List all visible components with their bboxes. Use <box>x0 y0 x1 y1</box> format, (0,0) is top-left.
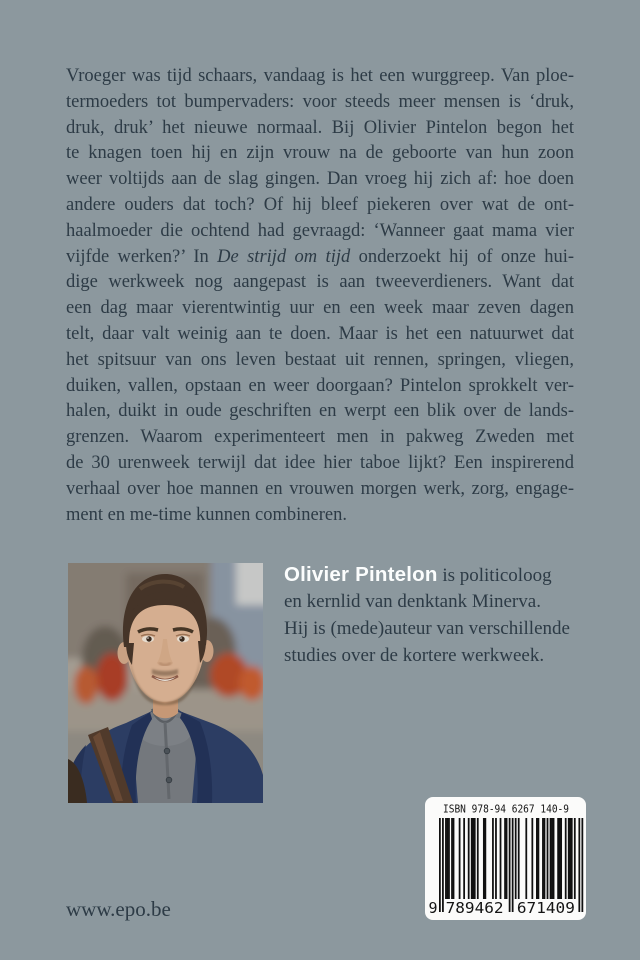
author-bio <box>284 561 596 669</box>
text-segment: termoeders tot bumpervaders: voor steeds meer mensen is ‘druk, <box>66 91 574 112</box>
text-segment: telt, daar valt weinig aan te doen. Maar is het een natuurwet dat <box>66 323 574 344</box>
blurb-line <box>66 193 574 219</box>
text-segment: Hij is (mede)auteur van verschillende <box>284 618 570 639</box>
barcode-digits-right: 671409 <box>516 899 575 917</box>
barcode-bar <box>484 818 486 899</box>
barcode-bar <box>439 818 441 912</box>
barcode-bar <box>565 818 567 899</box>
barcode-bar <box>453 818 455 899</box>
text-segment: Vroeger was tijd schaars, vandaag is het een wurggreep. Van ploe- <box>66 66 574 86</box>
barcode-digit-lead: 9 <box>428 899 438 917</box>
blurb-line <box>66 425 574 451</box>
barcode-bar <box>578 818 580 912</box>
barcode-bar <box>518 818 520 899</box>
text-segment: en kernlid van denktank Minerva. <box>284 591 541 612</box>
text-segment: duiken, vallen, opstaan en weer doorgaan? Pintelon sprokkelt ver- <box>66 375 574 396</box>
text-segment: vijfde werken?’ In <box>66 246 218 267</box>
barcode-bar <box>538 818 540 899</box>
barcode-bar <box>447 818 449 899</box>
text-segment: een dag maar vierentwintig uur en een week maar zeven dagen <box>66 298 574 319</box>
blurb-line <box>66 451 574 477</box>
barcode-bar <box>547 818 549 899</box>
text-segment: haalmoeder die ochtend had gevraagd: ‘Wanneer gaat mama vier <box>66 220 574 241</box>
barcode-bar <box>569 818 571 899</box>
blurb <box>66 64 574 528</box>
text-segment: weer voltijds aan de slag gingen. Dan vroeg hij zich af: hoe doen <box>66 169 574 190</box>
barcode-bar <box>525 818 527 899</box>
barcode-bar <box>506 818 508 899</box>
bio-line <box>284 561 596 588</box>
barcode-bar <box>544 818 546 899</box>
barcode-bar <box>512 818 514 912</box>
text-segment: verhaal over hoe mannen en vrouwen morgen werk, zorg, engage- <box>66 478 574 499</box>
barcode-bar <box>483 818 485 899</box>
barcode-bar <box>474 818 476 899</box>
barcode-bar <box>542 818 544 899</box>
barcode-bar <box>492 818 494 899</box>
barcode-bar <box>495 818 497 899</box>
barcode-bar <box>472 818 474 899</box>
barcode-bar <box>550 818 552 899</box>
book-title-italic: De strijd om tijd <box>217 246 351 267</box>
text-segment: grenzen. Waarom experimenteert men in pakweg Zweden met <box>66 427 574 448</box>
barcode-bar <box>568 818 570 899</box>
author-portrait-illustration <box>68 563 263 803</box>
blurb-line <box>66 141 574 167</box>
blurb-line <box>66 374 574 400</box>
barcode-bar <box>551 818 553 899</box>
text-segment: te knagen toen hij en zijn vrouw na de geboorte van hun zoon <box>66 143 574 164</box>
barcode-bar <box>531 818 533 899</box>
blurb-line <box>66 270 574 296</box>
blurb-line <box>66 503 574 529</box>
bio-line <box>284 615 596 642</box>
text-segment: de 30 urenweek terwijl dat idee hier taboe lijkt? Een inspirerend <box>66 452 574 473</box>
barcode-bar <box>463 818 465 899</box>
blurb-line <box>66 245 574 271</box>
blurb-line <box>66 219 574 245</box>
text-segment: studies over de kortere werkweek. <box>284 645 545 666</box>
blurb-line <box>66 64 574 90</box>
barcode-digits-left: 789462 <box>445 899 504 917</box>
text-segment: druk, druk’ het nieuwe normaal. Bij Olivier Pintelon begon het <box>66 117 574 138</box>
barcode-bar <box>571 818 573 899</box>
text-segment: het spitsuur van ons leven bestaat uit rennen, springen, vliegen, <box>66 349 574 370</box>
barcode-bar <box>500 818 502 899</box>
barcode-bar <box>504 818 506 899</box>
isbn-barcode <box>425 797 586 920</box>
barcode-bar <box>536 818 538 899</box>
bio-line <box>284 642 596 669</box>
blurb-line <box>66 348 574 374</box>
barcode-bar <box>560 818 562 899</box>
blurb-line <box>66 477 574 503</box>
barcode-bar <box>509 818 511 912</box>
blurb-line <box>66 399 574 425</box>
text-segment: halen, duikt in oude geschriften en werpt een blik over de lands- <box>66 401 574 422</box>
barcode-bar <box>559 818 561 899</box>
author-photo <box>68 563 263 803</box>
barcode-bar <box>468 818 470 899</box>
barcode-bar <box>477 818 479 899</box>
author-name: Olivier Pintelon <box>284 563 438 586</box>
barcode-bar <box>459 818 461 899</box>
blurb-line <box>66 116 574 142</box>
bio-line <box>284 588 596 615</box>
blurb-line <box>66 90 574 116</box>
barcode-bar <box>451 818 453 899</box>
text-segment: dige werkweek nog aangepast is aan tweeverdieners. Want dat <box>66 272 574 293</box>
text-segment: andere ouders dat toch? Of hij bleef piekeren over wat de ont- <box>66 194 574 215</box>
barcode-bar <box>442 818 444 912</box>
barcode-bar <box>553 818 555 899</box>
barcode-bar <box>557 818 559 899</box>
barcode-bar <box>581 818 583 912</box>
barcode-bar <box>445 818 447 899</box>
barcode-isbn-label: ISBN 978-94 6267 140-9 <box>443 802 569 816</box>
publisher-website: www.epo.be <box>66 897 171 921</box>
barcode-bar <box>515 818 517 899</box>
text-segment: onderzoekt hij of onze hui- <box>350 246 574 267</box>
barcode-bar <box>574 818 576 899</box>
text-segment: is politicoloog <box>437 565 552 586</box>
barcode-graphic <box>425 797 586 920</box>
barcode-bar <box>471 818 473 899</box>
blurb-line <box>66 322 574 348</box>
barcode-bar <box>448 818 450 899</box>
blurb-line <box>66 296 574 322</box>
text-segment: ment en me-time kunnen combineren. <box>66 504 348 525</box>
blurb-line <box>66 167 574 193</box>
